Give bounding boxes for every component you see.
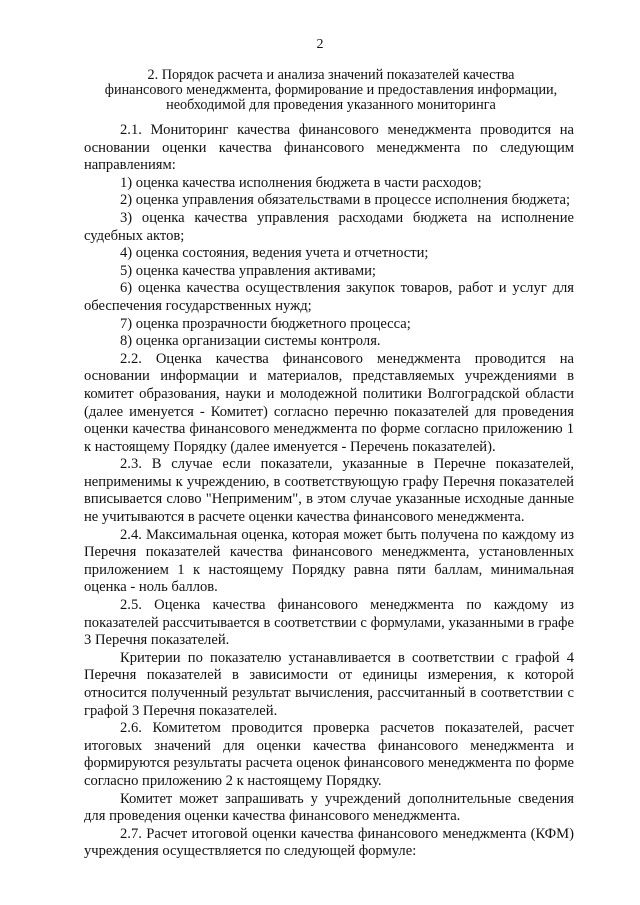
list-item-4: 4) оценка состояния, ведения учета и отчетности; (120, 245, 429, 262)
paragraph-2-3: 2.3. В случае если показатели, указанные в Перечне показателей, неприменимы к учреждению, в соответствующую графу Перечня показателей вписывается слово "Неприменим", в этом случае указанные исходные данные не учитываются в расчете оценки качества финансового менеджмента. (84, 456, 574, 526)
list-item-3: 3) оценка качества управления расходами бюджета на исполнение судебных актов; (84, 209, 574, 244)
paragraph-2-5: 2.5. Оценка качества финансового менеджмента по каждому из показателей рассчитывается в соответствии с формулами, указанными в графе 3 Перечня показателей. (84, 597, 574, 649)
list-item-7: 7) оценка прозрачности бюджетного процесса; (120, 315, 411, 332)
paragraph-2-6: 2.6. Комитетом проводится проверка расчетов показателей, расчет итоговых значений для оценки качества финансового менеджмента и формируются результаты расчета оценок финансового менеджмента по форме согласно приложению 2 к настоящему Порядку. (84, 720, 574, 789)
page-number: 2 (316, 37, 324, 52)
section-heading-line: финансового менеджмента, формирование и предоставления информации, (104, 82, 558, 98)
section-heading-line: необходимой для проведения указанного мониторинга (166, 97, 496, 113)
list-item-5: 5) оценка качества управления активами; (120, 262, 376, 279)
paragraph-2-4: 2.4. Максимальная оценка, которая может быть получена по каждому из Перечня показателей качества финансового менеджмента, установленных приложением 1 к настоящему Порядку равна пяти баллам, минимальная оценка - ноль баллов. (84, 526, 574, 596)
section-heading (84, 68, 578, 113)
document-body (84, 122, 574, 861)
paragraph-committee-request: Комитет может запрашивать у учреждений дополнительные сведения для проведения оценки качества финансового менеджмента. (84, 790, 574, 825)
list-item-1: 1) оценка качества исполнения бюджета в части расходов; (120, 174, 482, 191)
paragraph-2-7: 2.7. Расчет итоговой оценки качества финансового менеджмента (КФМ) учреждения осуществляется по следующей формуле: (84, 825, 574, 860)
list-item-6: 6) оценка качества осуществления закупок товаров, работ и услуг для обеспечения государственных нужд; (84, 280, 574, 314)
paragraph-criteria: Критерии по показателю устанавливается в соответствии с графой 4 Перечня показателей в зависимости от единицы измерения, к которой относится полученный результат вычисления, рассчитанный в соответствии с графой 3 Перечня показателей. (84, 649, 574, 719)
list-item-8: 8) оценка организации системы контроля. (120, 333, 381, 350)
section-heading-line: 2. Порядок расчета и анализа значений показателей качества (147, 67, 515, 83)
list-item-2: 2) оценка управления обязательствами в процессе исполнения бюджета; (120, 192, 571, 209)
paragraph-2-1: 2.1. Мониторинг качества финансового менеджмента проводится на основании оценки качества финансового менеджмента по следующим направлениям: (84, 122, 574, 174)
paragraph-2-2: 2.2. Оценка качества финансового менеджмента проводится на основании информации и материалов, представляемых учреждениями в комитет образования, науки и молодежной политики Волгоградской области (далее именуется - Комитет) согласно перечню показателей для проведения оценки качества финансового менеджмента по форме согласно приложению 1 к настоящему Порядку (далее именуется - Перечень показателей). (84, 350, 574, 455)
